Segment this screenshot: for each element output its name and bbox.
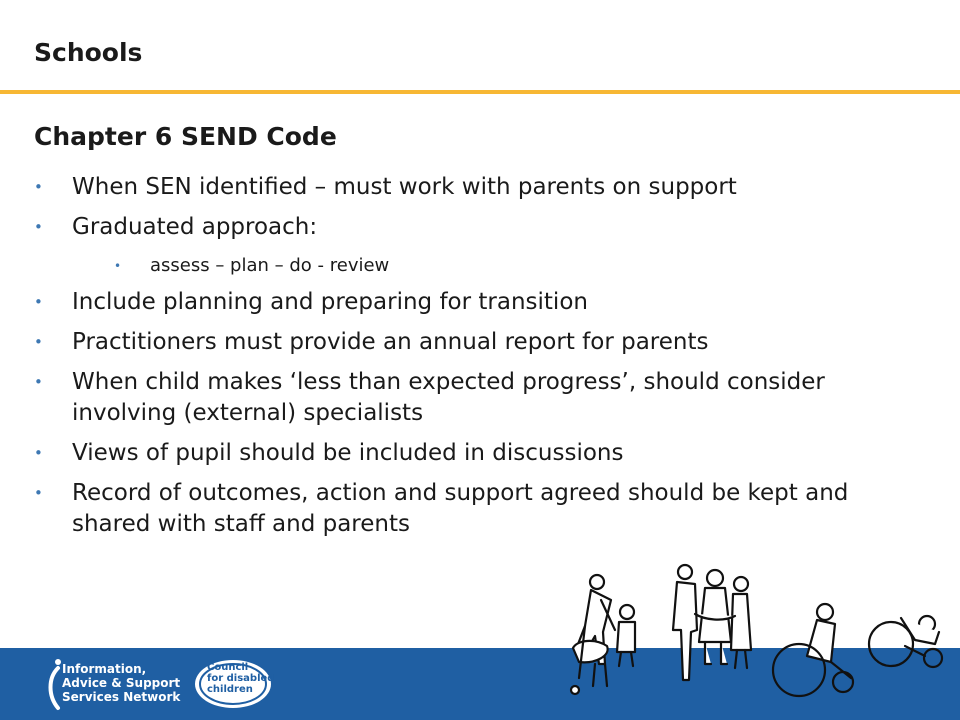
bullet-dot-icon: • (34, 218, 43, 236)
bullet-text: Record of outcomes, action and support agreed should be kept and shared with staff and parents (72, 480, 849, 537)
bullet-text: assess – plan – do - review (150, 255, 390, 276)
iass-logo-line: Advice & Support (62, 676, 181, 690)
cdc-logo (193, 658, 313, 710)
bullet-dot-icon: • (34, 293, 43, 311)
people-illustration (555, 560, 955, 720)
bullet-text: Graduated approach: (72, 214, 318, 240)
content-heading: Chapter 6 SEND Code (34, 122, 337, 151)
bullet-item (34, 212, 914, 243)
cdc-logo-line: Council (207, 662, 249, 673)
bullet-item (34, 287, 914, 318)
page-title: Schools (34, 38, 143, 67)
bullet-text: When SEN identified – must work with parents on support (72, 174, 737, 200)
iass-logo-line: Information, (62, 662, 147, 676)
cdc-logo-line: children (207, 684, 253, 695)
three-adults-figure (673, 565, 751, 680)
bullet-item (34, 172, 914, 203)
bullet-dot-icon: • (114, 259, 122, 273)
wheelchair-user-figure (773, 604, 853, 696)
sub-bullet-item (34, 252, 914, 280)
bullet-item (34, 327, 914, 358)
bullet-text: Include planning and preparing for transition (72, 289, 588, 315)
adult-carrying-child-figure (571, 575, 615, 694)
bullet-item (34, 478, 914, 540)
bullet-dot-icon: • (34, 373, 43, 391)
bullet-list (34, 172, 914, 549)
bullet-dot-icon: • (34, 444, 43, 462)
bullet-text: Practitioners must provide an annual report for parents (72, 329, 709, 355)
bullet-dot-icon: • (34, 333, 43, 351)
cdc-logo-line: for disabled (207, 673, 275, 684)
iass-logo-line: Services Network (62, 690, 181, 704)
iass-network-logo (46, 656, 196, 712)
bullet-text: Views of pupil should be included in discussions (72, 440, 624, 466)
bullet-dot-icon: • (34, 178, 43, 196)
bullet-text: When child makes ‘less than expected progress’, should consider involving (external) specialists (72, 369, 825, 426)
bullet-item (34, 438, 914, 469)
bullet-dot-icon: • (34, 484, 43, 502)
small-child-figure (617, 605, 635, 666)
bullet-item (34, 367, 914, 429)
wheelchair-user-figure (869, 616, 942, 667)
header-divider (0, 90, 960, 94)
